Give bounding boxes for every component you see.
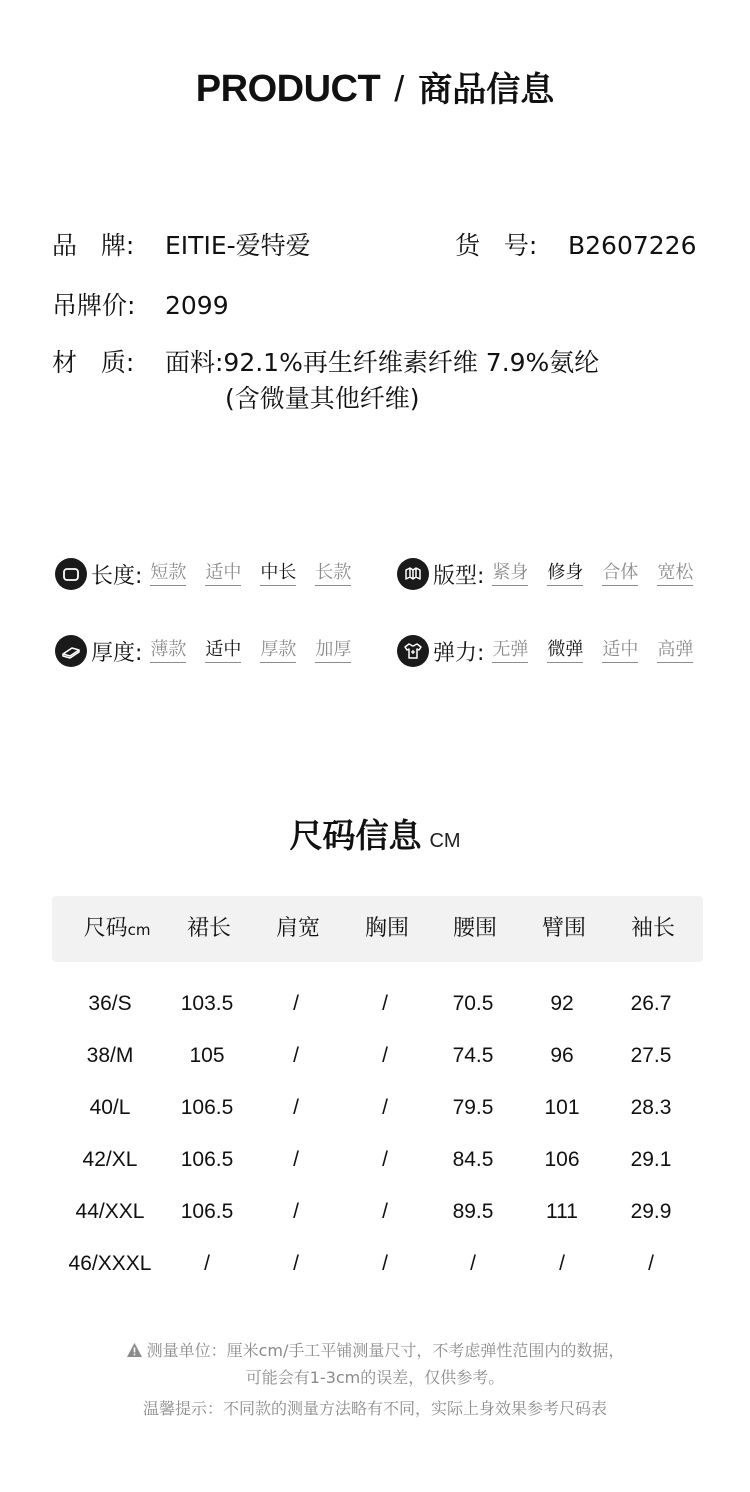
thickness-option: 加厚 — [315, 639, 351, 663]
length-option: 适中 — [205, 562, 241, 586]
attr-length-options — [150, 562, 351, 586]
table-cell: 29.9 — [630, 1200, 672, 1223]
thickness-option-selected: 适中 — [205, 639, 241, 663]
item-no-value: B2607226 — [568, 231, 697, 260]
table-row — [0, 1192, 750, 1232]
length-icon — [55, 558, 87, 590]
size-cell: 44/XXL — [75, 1200, 145, 1223]
table-cell: / — [559, 1252, 565, 1275]
table-cell: 79.5 — [452, 1096, 494, 1119]
title-en: PRODUCT — [195, 68, 381, 110]
header-cell: 腰围 — [452, 916, 497, 941]
table-cell: 84.5 — [452, 1148, 494, 1171]
table-cell: 26.7 — [630, 992, 672, 1015]
size-cell: 42/XL — [82, 1148, 138, 1171]
table-cell: 106.5 — [180, 1096, 234, 1119]
table-cell: / — [293, 1252, 299, 1275]
table-cell: 111 — [546, 1200, 578, 1223]
material-label: 材 质: — [52, 348, 135, 377]
note-line3: 温馨提示：不同款的测量方法略有不同，实际上身效果参考尺码表 — [142, 1399, 607, 1418]
size-title-text: 尺码信息 — [289, 816, 422, 855]
header-cell: 肩宽 — [275, 916, 320, 941]
warning-icon — [126, 1341, 143, 1365]
table-cell: 105 — [189, 1044, 225, 1067]
page-title — [0, 62, 750, 111]
table-cell: / — [293, 1200, 299, 1223]
header-cell: 袖长 — [630, 916, 675, 941]
attr-thickness-options — [150, 639, 351, 663]
fit-option-selected: 修身 — [547, 562, 583, 586]
table-cell: / — [204, 1252, 210, 1275]
attr-elasticity-options — [492, 639, 693, 663]
table-cell: 92 — [550, 992, 574, 1015]
attr-fit-options — [492, 562, 693, 586]
fit-option: 合体 — [602, 562, 638, 586]
note-line2: 可能会有1-3cm的误差，仅供参考。 — [245, 1368, 505, 1387]
table-cell: / — [382, 1044, 388, 1067]
attr-elasticity — [397, 634, 693, 668]
table-cell: / — [293, 1044, 299, 1067]
brand-label: 品 牌: — [52, 231, 135, 260]
table-row — [0, 1244, 750, 1284]
table-cell: 27.5 — [630, 1044, 672, 1067]
elasticity-option: 无弹 — [492, 639, 528, 663]
elasticity-option: 高弹 — [657, 639, 693, 663]
thickness-option: 薄款 — [150, 639, 186, 663]
length-option: 长款 — [315, 562, 351, 586]
table-cell: / — [293, 992, 299, 1015]
table-cell: / — [293, 1096, 299, 1119]
thickness-option: 厚款 — [260, 639, 296, 663]
table-row — [0, 1140, 750, 1180]
table-cell: 103.5 — [180, 992, 234, 1015]
attr-fit — [397, 557, 693, 591]
price-label: 吊牌价: — [52, 291, 136, 320]
attr-thickness — [55, 634, 351, 668]
size-section-title — [0, 810, 750, 857]
table-row — [0, 1088, 750, 1128]
table-cell: 89.5 — [452, 1200, 494, 1223]
header-cell: 裙长 — [186, 916, 231, 941]
table-cell: / — [293, 1148, 299, 1171]
table-cell: / — [470, 1252, 476, 1275]
table-row — [0, 984, 750, 1024]
table-cell: / — [382, 1096, 388, 1119]
price-value: 2099 — [165, 291, 229, 320]
header-size: 尺码cm — [83, 916, 151, 941]
note-text-1: 测量单位：厘米cm/手工平铺测量尺寸，不考虑弹性范围内的数据， — [146, 1341, 625, 1360]
item-no-label: 货 号: — [455, 231, 538, 260]
thickness-icon — [55, 635, 87, 667]
fit-icon — [397, 558, 429, 590]
title-zh: 商品信息 — [418, 70, 555, 110]
size-cell: 46/XXXL — [68, 1252, 152, 1275]
size-cell: 36/S — [88, 992, 132, 1015]
material-value-line2: (含微量其他纤维) — [225, 384, 420, 413]
table-cell: 101 — [544, 1096, 580, 1119]
header-size-unit: cm — [127, 921, 151, 939]
attr-thickness-label: 厚度: — [91, 640, 143, 666]
elasticity-option: 适中 — [602, 639, 638, 663]
size-title-unit: CM — [429, 830, 461, 852]
table-cell: 70.5 — [452, 992, 494, 1015]
material-value-line1: 面料:92.1%再生纤维素纤维 7.9%氨纶 — [165, 348, 600, 377]
table-cell: 106 — [544, 1148, 580, 1171]
attr-elasticity-label: 弹力: — [433, 640, 485, 666]
size-cell: 40/L — [89, 1096, 131, 1119]
header-cell: 胸围 — [364, 916, 409, 941]
table-cell: / — [648, 1252, 654, 1275]
note-line1 — [0, 1339, 750, 1365]
table-cell: 29.1 — [630, 1148, 672, 1171]
title-separator: / — [394, 68, 405, 109]
table-cell: 106.5 — [180, 1148, 234, 1171]
table-cell: 96 — [550, 1044, 574, 1067]
attr-length-label: 长度: — [91, 563, 143, 589]
table-cell: 106.5 — [180, 1200, 234, 1223]
table-cell: / — [382, 992, 388, 1015]
fit-option: 宽松 — [657, 562, 693, 586]
table-cell: 28.3 — [630, 1096, 672, 1119]
brand-value: EITIE-爱特爱 — [165, 231, 311, 260]
attr-length — [55, 557, 351, 591]
elasticity-option-selected: 微弹 — [547, 639, 583, 663]
attr-fit-label: 版型: — [433, 563, 485, 589]
elasticity-icon — [397, 635, 429, 667]
size-table-header — [52, 896, 703, 962]
table-row — [0, 1036, 750, 1076]
header-cell: 臂围 — [541, 916, 586, 941]
size-cell: 38/M — [86, 1044, 134, 1067]
table-cell: / — [382, 1200, 388, 1223]
table-cell: 74.5 — [452, 1044, 494, 1067]
fit-option: 紧身 — [492, 562, 528, 586]
table-cell: / — [382, 1252, 388, 1275]
length-option-selected: 中长 — [260, 562, 296, 586]
table-cell: / — [382, 1148, 388, 1171]
length-option: 短款 — [150, 562, 186, 586]
